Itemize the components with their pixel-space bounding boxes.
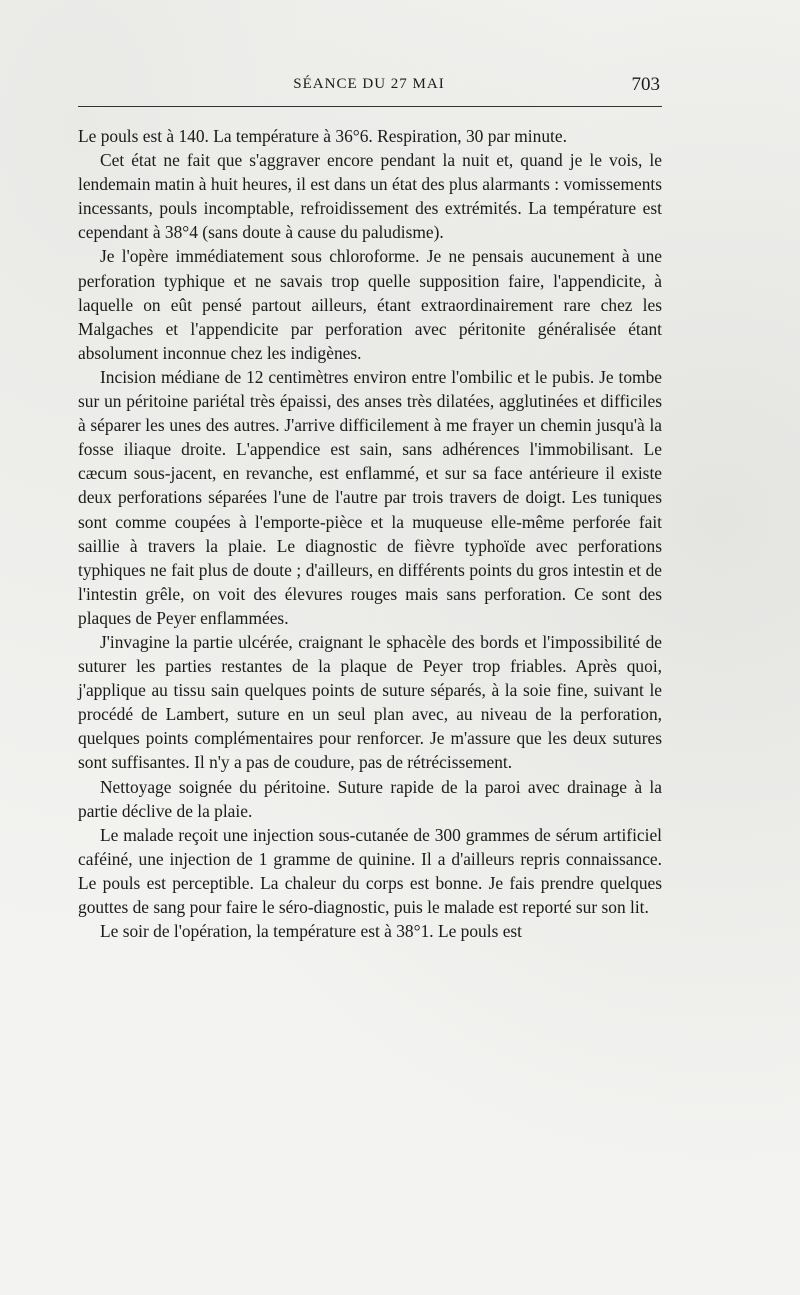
page-number: 703 [631,74,660,95]
paragraph-4: Incision médiane de 12 centimètres environ entre l'ombilic et le pubis. Je tombe sur un péritoine pariétal très épaissi, des anses très dilatées, agglutinées et difficiles à séparer les unes des autres. J'arrive difficilement à me frayer un chemin jusqu'à la fosse iliaque droite. L'appendice est sain, sans adhérences l'immobilisant. Le cæcum sous-jacent, en revanche, est enflammé, et sur sa face antérieure il existe deux perforations séparées l'une de l'autre par trois travers de doigt. Les tuniques sont comme coupées à l'emporte-pièce et la muqueuse elle-même perforée fait saillie à travers la plaie. Le diagnostic de fièvre typhoïde avec perforations typhiques ne fait plus de doute ; d'ailleurs, en différents points du gros intestin et de l'intestin grêle, on voit des élevures rouges mais sans perforation. Ce sont des plaques de Peyer enflammées. [78,366,662,628]
paragraph-5: J'invagine la partie ulcérée, craignant le sphacèle des bords et l'impossibilité de suturer les parties restantes de la plaque de Peyer trop friables. Après quoi, j'applique au tissu sain quelques points de suture séparés, à la soie fine, suivant le procédé de Lambert, suture en un seul plan avec, au niveau de la perforation, quelques points complémentaires pour renforcer. Je m'assure que les deux sutures sont suffisantes. Il n'y a pas de coudure, pas de rétrécissement. [78,631,662,773]
page-header [78,74,660,98]
header-rule [78,106,662,107]
running-title: SÉANCE DU 27 MAI [293,76,445,92]
paragraph-2: Cet état ne fait que s'aggraver encore pendant la nuit et, quand je le vois, le lendemain matin à huit heures, il est dans un état des plus alarmants : vomissements incessants, pouls incomptable, refroidissement des extrémités. La température est cependant à 38°4 (sans doute à cause du paludisme). [78,150,662,243]
paragraph-7: Le malade reçoit une injection sous-cutanée de 300 grammes de sérum artificiel caféiné, une injection de 1 gramme de quinine. Il a d'ailleurs repris connaissance. Le pouls est perceptible. La chaleur du corps est bonne. Je fais prendre quelques gouttes de sang pour faire le séro-diagnostic, puis le malade est reporté sur son lit. [78,824,662,917]
paragraph-8: Le soir de l'opération, la température est à 38°1. Le pouls est [100,921,523,942]
paragraph-6: Nettoyage soignée du péritoine. Suture rapide de la paroi avec drainage à la partie déclive de la plaie. [78,776,662,821]
paragraph-1: Le pouls est à 140. La température à 36°6. Respiration, 30 par minute. [78,126,567,146]
paragraph-3: Je l'opère immédiatement sous chloroforme. Je ne pensais aucunement à une perforation typhique et ne savais trop quelle supposition faire, l'appendicite, à laquelle on eût pensé partout ailleurs, étant extraordinairement rare chez les Malgaches et l'appendicite par perforation avec péritonite généralisée étant absolument inconnue chez les indigènes. [78,246,662,363]
body-text [78,124,662,943]
